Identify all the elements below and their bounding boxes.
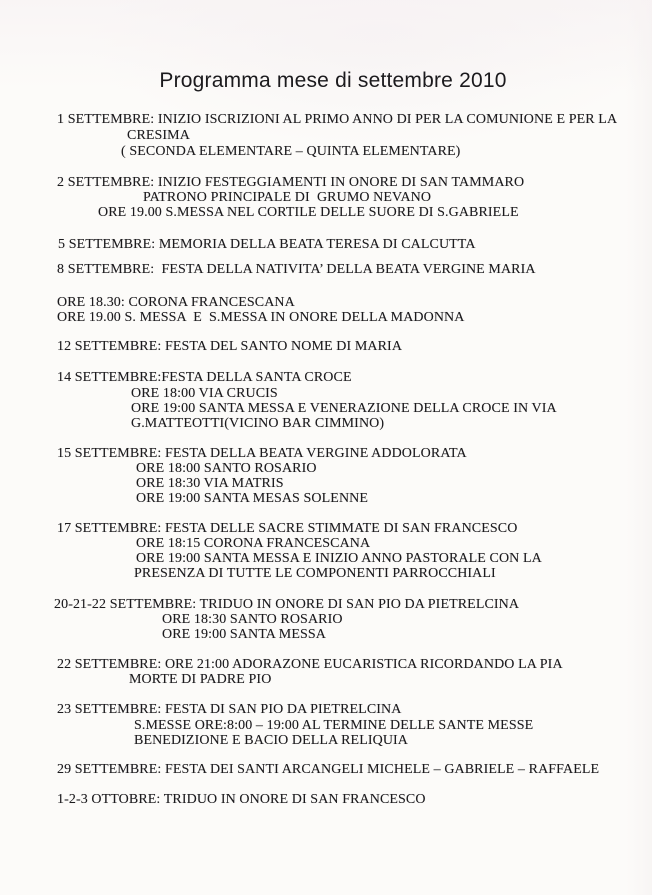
document-line: 12 SETTEMBRE: FESTA DEL SANTO NOME DI MARIA [57,339,403,354]
document-line: ORE 18.30: CORONA FRANCESCANA [57,295,295,310]
document-line: MORTE DI PADRE PIO [129,672,272,687]
document-line: 5 SETTEMBRE: MEMORIA DELLA BEATA TERESA DI CALCUTTA [58,237,476,252]
document-line: ORE 19.00 S. MESSA E S.MESSA IN ONORE DELLA MADONNA [57,310,465,325]
document-line: 22 SETTEMBRE: ORE 21:00 ADORAZONE EUCARISTICA RICORDANDO LA PIA [57,657,563,672]
document-line: 17 SETTEMBRE: FESTA DELLE SACRE STIMMATE DI SAN FRANCESCO [57,521,518,536]
document-line: ORE 19:00 SANTA MESSA E VENERAZIONE DELLA CROCE IN VIA [131,401,557,416]
document-line: ORE 18:30 VIA MATRIS [136,476,284,491]
document-line: 1 SETTEMBRE: INIZIO ISCRIZIONI AL PRIMO ANNO DI PER LA COMUNIONE E PER LA [57,112,618,127]
document-line: ORE 19.00 S.MESSA NEL CORTILE DELLE SUORE DI S.GABRIELE [98,205,519,220]
page-title: Programma mese di settembre 2010 [159,69,507,92]
document-line: 20-21-22 SETTEMBRE: TRIDUO IN ONORE DI SAN PIO DA PIETRELCINA [54,597,520,612]
document-line: 15 SETTEMBRE: FESTA DELLA BEATA VERGINE ADDOLORATA [57,446,467,461]
document-line: ORE 18:00 SANTO ROSARIO [136,461,317,476]
document-line: PATRONO PRINCIPALE DI GRUMO NEVANO [143,190,432,205]
document-line: PRESENZA DI TUTTE LE COMPONENTI PARROCCHIALI [134,566,496,581]
document-line: 8 SETTEMBRE: FESTA DELLA NATIVITA’ DELLA BEATA VERGINE MARIA [57,262,536,277]
document-line: ( SECONDA ELEMENTARE – QUINTA ELEMENTARE) [121,144,461,159]
document-line: ORE 19:00 SANTA MESSA E INIZIO ANNO PASTORALE CON LA [136,551,542,566]
document-line: G.MATTEOTTI(VICINO BAR CIMMINO) [131,416,385,431]
document-line: 2 SETTEMBRE: INIZIO FESTEGGIAMENTI IN ONORE DI SAN TAMMARO [57,175,525,190]
document-line: BENEDIZIONE E BACIO DELLA RELIQUIA [134,733,409,748]
document-line: 1-2-3 OTTOBRE: TRIDUO IN ONORE DI SAN FRANCESCO [57,792,426,807]
document-line: 29 SETTEMBRE: FESTA DEI SANTI ARCANGELI MICHELE – GABRIELE – RAFFAELE [57,762,600,777]
document-line: S.MESSE ORE:8:00 – 19:00 AL TERMINE DELLE SANTE MESSE [134,718,534,733]
document-line: ORE 18:00 VIA CRUCIS [131,386,278,401]
document-line: ORE 18:15 CORONA FRANCESCANA [136,536,371,551]
document-line: 14 SETTEMBRE:FESTA DELLA SANTA CROCE [57,370,352,385]
document-line: ORE 19:00 SANTA MESAS SOLENNE [136,491,369,506]
document-line: ORE 18:30 SANTO ROSARIO [162,612,343,627]
document-line: 23 SETTEMBRE: FESTA DI SAN PIO DA PIETRELCINA [57,702,402,717]
document-line: CRESIMA [127,128,190,143]
document-line: ORE 19:00 SANTA MESSA [162,627,326,642]
